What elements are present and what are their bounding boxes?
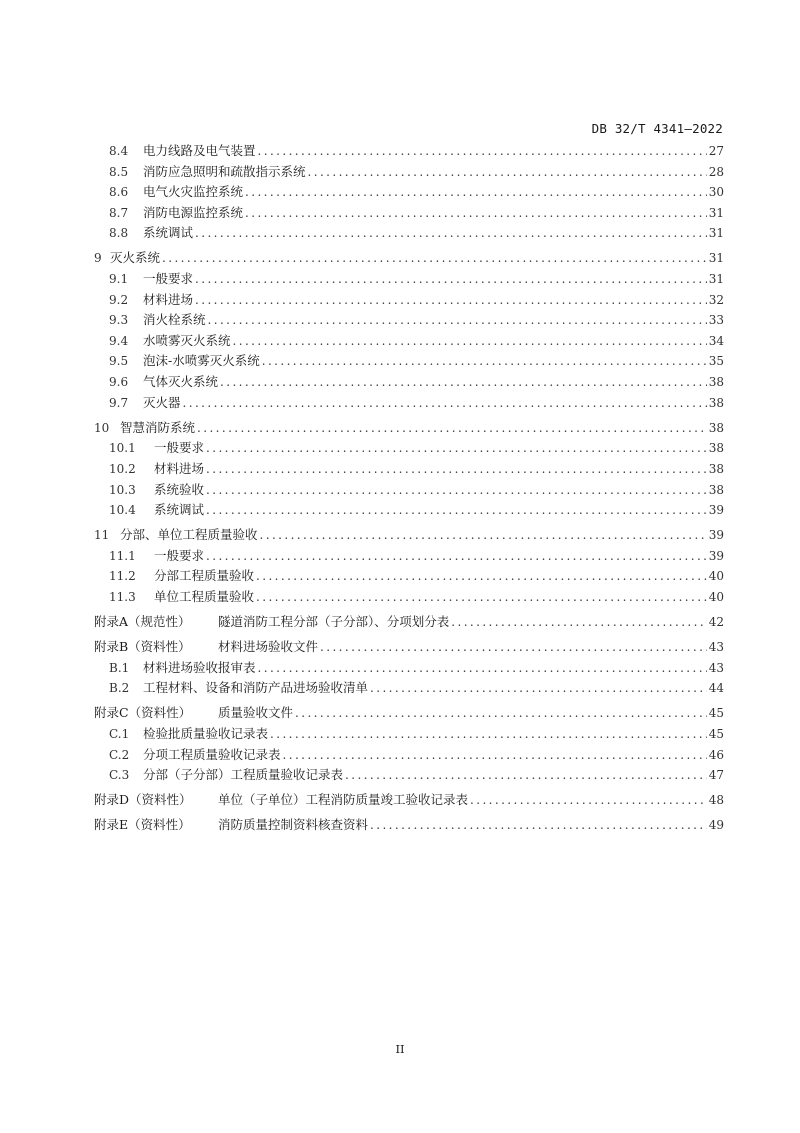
toc-entry-title: 材料进场: [143, 291, 194, 307]
toc-entry-title: 消防电源监控系统: [143, 204, 244, 220]
toc-entry-appendix-b[interactable]: [94, 637, 724, 658]
toc-entry-title: 消防质量控制资料核查资料: [218, 817, 369, 833]
toc-entry-page: 38: [708, 395, 724, 410]
dot-leader: [162, 248, 707, 269]
dot-leader: [195, 223, 707, 244]
document-code-header: DB 32/T 4341—2022: [591, 121, 723, 136]
toc-entry-10-1[interactable]: [94, 438, 724, 459]
dot-leader: [208, 310, 707, 331]
dot-leader: [206, 438, 707, 459]
toc-entry-page: 45: [708, 727, 724, 742]
toc-entry-11-1[interactable]: [94, 546, 724, 567]
toc-entry-title: 系统调试: [143, 225, 194, 241]
dot-leader: [206, 459, 707, 480]
toc-entry-page: 38: [708, 441, 724, 456]
toc-appendix-tag: 附录A（规范性）: [94, 614, 191, 630]
toc-entry-title: 系统验收: [154, 481, 205, 497]
dot-leader: [320, 637, 707, 658]
toc-entry-title: 材料进场验收文件: [218, 639, 319, 655]
toc-entry-page: 38: [708, 420, 724, 435]
toc-entry-8-4[interactable]: [94, 141, 724, 162]
toc-entry-b-1[interactable]: [94, 658, 724, 679]
toc-entry-appendix-c[interactable]: [94, 703, 724, 724]
toc-entry-title: 一般要求: [143, 271, 194, 287]
toc-entry-number: B.1: [109, 660, 130, 675]
dot-leader: [195, 290, 707, 311]
dot-leader: [197, 418, 707, 439]
dot-leader: [258, 141, 707, 162]
toc-entry-8-5[interactable]: [94, 162, 724, 183]
dot-leader: [283, 745, 707, 766]
dot-leader: [256, 587, 707, 608]
toc-entry-number: B.2: [109, 681, 130, 696]
toc-entry-page: 31: [708, 205, 724, 220]
dot-leader: [245, 182, 707, 203]
toc-entry-appendix-e[interactable]: [94, 815, 724, 836]
toc-entry-page: 42: [708, 615, 724, 630]
toc-entry-page: 39: [708, 503, 724, 518]
toc-entry-number: 10: [94, 420, 110, 435]
dot-leader: [262, 351, 707, 372]
toc-entry-number: 9: [94, 251, 102, 266]
toc-entry-number: 9.2: [109, 292, 129, 307]
toc-entry-page: 43: [708, 660, 724, 675]
toc-entry-page: 32: [708, 292, 724, 307]
dot-leader: [370, 815, 707, 836]
toc-entry-page: 40: [708, 569, 724, 584]
toc-entry-title: 电气火灾监控系统: [143, 184, 244, 200]
toc-entry-appendix-a[interactable]: [94, 612, 724, 633]
toc-entry-title: 分部（子分部）工程质量验收记录表: [143, 767, 344, 783]
toc-entry-c-2[interactable]: [94, 745, 724, 766]
table-of-contents: [94, 141, 724, 836]
toc-entry-page: 46: [708, 747, 724, 762]
toc-entry-title: 分部、单位工程质量验收: [120, 527, 258, 543]
page-number-footer: II: [395, 1042, 405, 1056]
toc-entry-page: 47: [708, 768, 724, 783]
toc-entry-11[interactable]: [94, 525, 724, 546]
toc-entry-number: 11.1: [109, 548, 136, 563]
toc-entry-number: C.3: [109, 768, 130, 783]
toc-entry-title: 气体灭火系统: [143, 374, 219, 390]
toc-entry-page: 38: [708, 461, 724, 476]
toc-entry-page: 38: [708, 375, 724, 390]
toc-entry-title: 电力线路及电气装置: [143, 143, 256, 158]
toc-entry-9-5[interactable]: [94, 351, 724, 372]
toc-entry-number: 11.3: [109, 589, 136, 604]
toc-entry-9[interactable]: [94, 248, 724, 269]
toc-appendix-tag: 附录B（资料性）: [94, 639, 191, 655]
dot-leader: [470, 790, 707, 811]
toc-entry-number: 9.3: [109, 313, 129, 328]
toc-entry-page: 30: [708, 185, 724, 200]
dot-leader: [195, 269, 707, 290]
toc-entry-page: 28: [708, 164, 724, 179]
toc-entry-number: 9.6: [109, 375, 129, 390]
toc-appendix-tag: 附录E（资料性）: [94, 817, 191, 833]
toc-entry-page: 39: [708, 548, 724, 563]
toc-entry-title: 材料进场: [154, 460, 205, 476]
toc-entry-number: 10.2: [109, 461, 136, 476]
toc-entry-number: 10.3: [109, 482, 136, 497]
toc-entry-8-6[interactable]: [94, 182, 724, 203]
toc-entry-c-3[interactable]: [94, 765, 724, 786]
toc-entry-11-2[interactable]: [94, 566, 724, 587]
toc-entry-page: 38: [708, 482, 724, 497]
toc-entry-number: C.2: [109, 747, 130, 762]
toc-entry-title: 水喷雾灭火系统: [143, 332, 231, 348]
toc-entry-10-3[interactable]: [94, 480, 724, 501]
toc-entry-title: 分部工程质量验收: [154, 568, 255, 584]
toc-entry-9-6[interactable]: [94, 372, 724, 393]
toc-entry-number: C.1: [109, 727, 130, 742]
toc-entry-page: 33: [708, 313, 724, 328]
toc-entry-title: 消防应急照明和疏散指示系统: [143, 163, 306, 179]
toc-entry-title: 系统调试: [154, 502, 205, 518]
toc-entry-10-2[interactable]: [94, 459, 724, 480]
toc-entry-title: 单位工程质量验收: [154, 588, 255, 604]
toc-entry-title: 智慧消防系统: [120, 419, 196, 435]
toc-entry-11-3[interactable]: [94, 587, 724, 608]
toc-entry-number: 10.4: [109, 503, 136, 518]
dot-leader: [451, 612, 706, 633]
dot-leader: [183, 393, 707, 414]
toc-entry-page: 39: [708, 528, 724, 543]
toc-entry-8-7[interactable]: [94, 203, 724, 224]
toc-entry-title: 分项工程质量验收记录表: [143, 746, 281, 762]
toc-entry-page: 48: [708, 793, 724, 808]
toc-entry-page: 31: [708, 272, 724, 287]
toc-appendix-tag: 附录C（资料性）: [94, 705, 192, 721]
toc-entry-9-3[interactable]: [94, 310, 724, 331]
dot-leader: [270, 724, 707, 745]
dot-leader: [370, 678, 707, 699]
toc-entry-number: 11.2: [109, 569, 136, 584]
toc-entry-number: 9.7: [109, 395, 129, 410]
toc-entry-title: 泡沫-水喷雾灭火系统: [143, 353, 260, 369]
toc-entry-10-4[interactable]: [94, 500, 724, 521]
toc-entry-title: 质量验收文件: [218, 705, 294, 721]
toc-entry-number: 8.5: [109, 164, 129, 179]
dot-leader: [256, 566, 707, 587]
toc-entry-page: 34: [708, 333, 724, 348]
dot-leader: [345, 765, 707, 786]
toc-entry-page: 43: [708, 640, 724, 655]
toc-entry-title: 一般要求: [154, 547, 205, 563]
toc-entry-number: 8.4: [109, 144, 129, 158]
toc-entry-title: 灭火器: [143, 394, 181, 410]
toc-entry-page: 31: [708, 251, 724, 266]
dot-leader: [295, 703, 707, 724]
toc-entry-page: 49: [708, 818, 724, 833]
toc-entry-page: 31: [708, 226, 724, 241]
toc-entry-page: 40: [708, 589, 724, 604]
dot-leader: [206, 480, 707, 501]
dot-leader: [220, 372, 707, 393]
toc-entry-9-1[interactable]: [94, 269, 724, 290]
toc-entry-page: 27: [708, 144, 724, 158]
dot-leader: [245, 203, 707, 224]
toc-entry-title: 检验批质量验收记录表: [143, 726, 269, 742]
toc-entry-appendix-d[interactable]: [94, 790, 724, 811]
dot-leader: [206, 546, 707, 567]
toc-entry-number: 8.6: [109, 185, 129, 200]
toc-entry-c-1[interactable]: [94, 724, 724, 745]
dot-leader: [260, 525, 707, 546]
toc-entry-number: 11: [94, 528, 110, 543]
dot-leader: [206, 500, 707, 521]
toc-entry-page: 35: [708, 354, 724, 369]
toc-entry-10[interactable]: [94, 418, 724, 439]
toc-entry-8-8[interactable]: [94, 223, 724, 244]
toc-entry-title: 隧道消防工程分部（子分部）、分项划分表: [218, 614, 450, 630]
toc-entry-number: 9.5: [109, 354, 129, 369]
toc-appendix-tag: 附录D（资料性）: [94, 792, 192, 808]
dot-leader: [308, 162, 707, 183]
toc-entry-number: 9.4: [109, 333, 129, 348]
toc-entry-title: 工程材料、设备和消防产品进场验收清单: [143, 680, 369, 696]
toc-entry-number: 9.1: [109, 272, 129, 287]
toc-entry-title: 单位（子单位）工程消防质量竣工验收记录表: [218, 792, 469, 808]
toc-entry-b-2[interactable]: [94, 678, 724, 699]
toc-entry-page: 44: [708, 681, 724, 696]
toc-entry-9-2[interactable]: [94, 290, 724, 311]
dot-leader: [258, 658, 707, 679]
toc-entry-title: 消火栓系统: [143, 312, 206, 328]
toc-entry-9-4[interactable]: [94, 331, 724, 352]
toc-entry-number: 8.8: [109, 226, 129, 241]
toc-entry-page: 45: [708, 706, 724, 721]
toc-entry-title: 材料进场验收报审表: [143, 659, 256, 675]
dot-leader: [233, 331, 707, 352]
toc-entry-title: 一般要求: [154, 440, 205, 456]
toc-entry-title: 灭火系统: [110, 250, 161, 266]
toc-entry-9-7[interactable]: [94, 393, 724, 414]
toc-entry-number: 8.7: [109, 205, 129, 220]
toc-entry-number: 10.1: [109, 441, 136, 456]
